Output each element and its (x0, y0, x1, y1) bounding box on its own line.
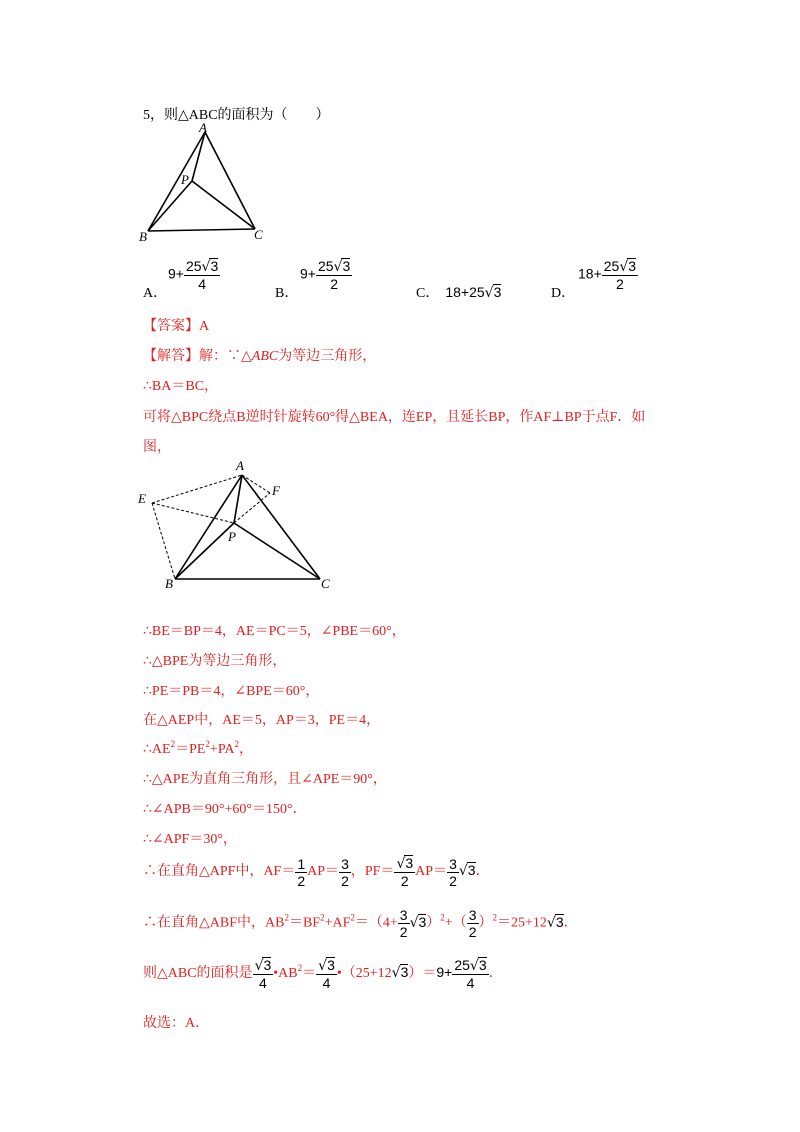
segment-pc (192, 181, 255, 229)
step-area: 则△ABC的面积是 $\frac{√3}{4}$ $•AB^2=$ $\frac{√3}{4}$ •（25+12√3）＝9+ $\frac{25√3}{4}$ ． (143, 957, 503, 991)
dashed-pf (234, 493, 270, 523)
label-b: B (165, 576, 173, 591)
label-e: E (138, 491, 146, 506)
step-7: ∴∠APF＝30°， (143, 832, 237, 847)
label-p: P (181, 172, 189, 187)
solution-line-3-cont: 图， (143, 440, 171, 455)
step-2: ∴△BPE为等边三角形， (143, 654, 287, 669)
edge-bc (148, 229, 255, 231)
edge-ab (175, 475, 242, 579)
step-5: ∴△APE为直角三角形，且∠APE＝90°， (143, 772, 387, 787)
dashed-ea (152, 475, 242, 503)
solution-line-3: 可将△BPC绕点B逆时针旋转60°得△BEA，连EP，且延长BP，作AF⊥BP于点F．如 (143, 410, 646, 425)
final-answer: 故选：A． (143, 1016, 210, 1031)
option-b: B． (275, 286, 299, 301)
dashed-af (242, 475, 270, 493)
segment-pb (175, 523, 234, 579)
label-c: C (254, 227, 263, 242)
label-a: A (236, 458, 244, 473)
step-1: ∴BE＝BP＝4，AE＝PC＝5，∠PBE＝60°， (143, 624, 406, 639)
question-number: 5 (143, 108, 150, 123)
step-abf: ∴在直角△ABF中，$AB^2=BF^2+AF^2=(4+$ $\frac{3}{2}$ √3）$^2$+（ $\frac{3}{2}$ ）$^2$＝25+12√3． (143, 907, 578, 940)
step-apf: ∴在直角△APF中，AF＝ $\frac{1}{2}$ AP＝ $\frac{3}{2}$ ，PF＝ $\frac{√3}{2}$ AP＝ $\frac{3}{2}$ √3． (143, 855, 490, 889)
label-f: F (272, 483, 280, 498)
step-4: 在△AEP中，AE＝5，AP＝3，PE＝4， (143, 713, 381, 728)
edge-ac (205, 132, 255, 229)
triangle-figure-1 (135, 118, 275, 248)
question-stem: 5，则△ABC的面积为（ ） (143, 108, 330, 123)
option-b-expr: 9+ $\frac{25√3}{2}$ (300, 258, 351, 292)
answer-line (143, 315, 209, 335)
step-6: ∴∠APB＝90°+60°＝150°． (143, 802, 307, 817)
option-c: C． 18+25√3 (416, 284, 502, 301)
option-a: A． (143, 286, 168, 301)
label-c: C (321, 576, 330, 591)
label-a: A (199, 120, 207, 135)
solution-line-2: ∴BA＝BC， (143, 379, 219, 394)
step-pythagoras: $\therefore AE^2=PE^2+PA^2$， (143, 739, 253, 757)
solution-tag: 【解答】 (143, 349, 199, 364)
triangle-figure-2 (130, 455, 340, 595)
solution-line-1: 【解答】解：∵△ABC为等边三角形， (143, 349, 377, 364)
label-p: P (228, 529, 236, 544)
answer-tag: 【答案】 (143, 319, 199, 334)
option-d: D． (551, 286, 576, 301)
segment-pb (148, 181, 192, 231)
step-3: ∴PE＝PB＝4，∠BPE＝60°， (143, 684, 320, 699)
question-text: 则△ABC的面积为（ ） (164, 108, 330, 123)
segment-pc (234, 523, 320, 579)
edge-ac (242, 475, 320, 579)
dashed-eb (152, 503, 175, 579)
option-d-expr: 18+ $\frac{25√3}{2}$ (578, 258, 637, 292)
edge-ab (148, 132, 205, 231)
label-b: B (139, 229, 147, 244)
segment-pa (192, 132, 205, 181)
answer-value: A (199, 319, 210, 334)
option-a-expr: 9+ $\frac{25√3}{4}$ (168, 258, 219, 292)
